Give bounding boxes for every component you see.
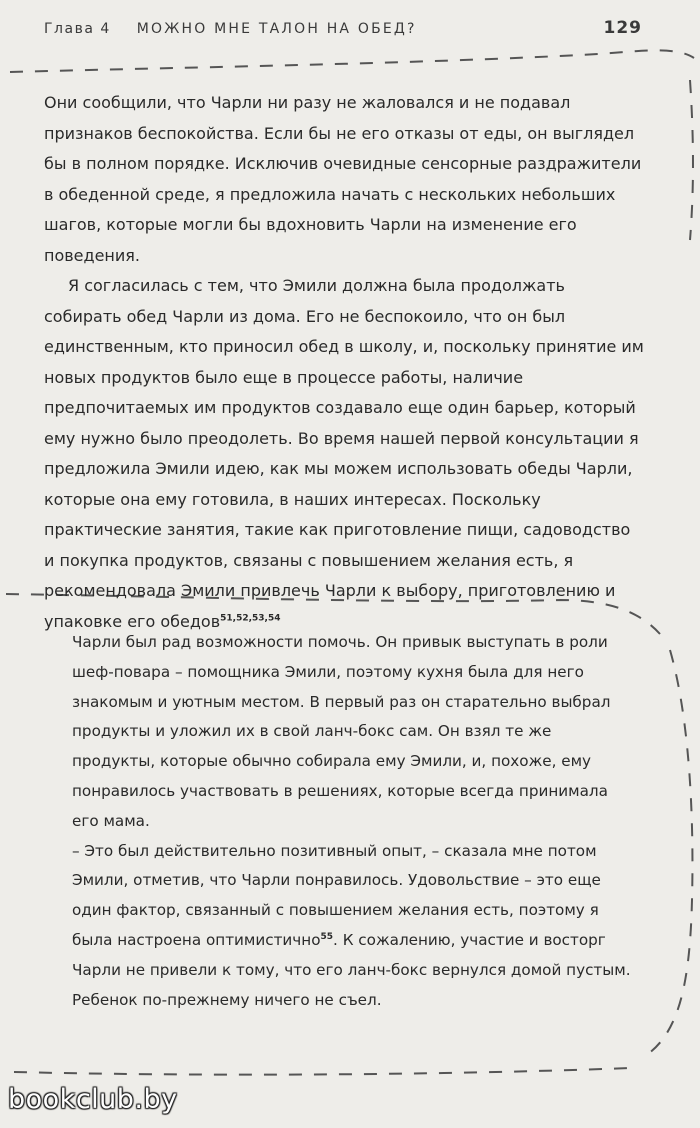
page-header: [44, 18, 642, 44]
right-edge-dashed-line: [690, 80, 693, 240]
box-paragraph-1: Чарли был рад возможности помочь. Он привык выступать в роли шеф-повара – помощника Эмили, поэтому кухня была для него знакомым и уютным местом. В первый раз он старательно выбрал продукты и уложил их в свой ланч-бокс сам. Он взял те же продукты, которые обычно собирала ему Эмили, и, похоже, ему понравилось участвовать в решениях, которые всегда принимала его мама.: [72, 633, 611, 830]
chapter-label: Глава 4: [44, 21, 111, 37]
box-paragraph-2-text: – Это был действительно позитивный опыт, – сказала мне потом Эмили, отметив, что Чарли понравилось. Удовольствие – это еще один фактор, связанный с повышением желания есть, поэтому я была настроена оптимистично: [72, 841, 601, 949]
box-bottom-dashed-line: [14, 1068, 630, 1075]
main-paragraph-2-text: Я согласилась с тем, что Эмили должна была продолжать собирать обед Чарли из дома. Его не беспокоило, что он был единственным, кто приносил обед в школу, и, поскольку принятие им новых продуктов было еще в процессе работы, наличие предпочитаемых им продуктов создавало еще один барьер, который ему нужно было преодолеть. Во время нашей первой консультации я предложила Эмили идею, как мы можем использовать обеды Чарли, которые она ему готовила, в наших интересах. Поскольку практические занятия, такие как приготовление пищи, садоводство и покупка продуктов, связаны с повышением желания есть, я рекомендовала Эмили привлечь Чарли к выбору, приготовлению и упаковке его обедов: [44, 276, 644, 631]
footnote-reference: 55: [320, 931, 334, 942]
page-number: 129: [603, 18, 642, 38]
main-paragraph-1: Они сообщили, что Чарли ни разу не жаловался и не подавал признаков беспокойства. Если бы не его отказы от еды, он выглядел бы в полном порядке. Исключив очевидные сенсорные раздражители в обеденной среде, я предложила начать с нескольких небольших шагов, которые могли бы вдохновить Чарли на изменение его поведения.: [44, 93, 642, 265]
main-text-body: [44, 88, 644, 637]
case-study-box: [72, 628, 632, 1015]
header-divider-dashed-line: [10, 50, 694, 72]
running-head: [44, 21, 417, 37]
footnote-reference: 51,52,53,54: [220, 613, 281, 624]
chapter-title: МОЖНО МНЕ ТАЛОН НА ОБЕД?: [136, 21, 417, 37]
main-paragraph-2: [44, 271, 644, 637]
watermark: bookclub.by: [8, 1084, 178, 1115]
box-paragraph-2: [72, 837, 632, 1016]
box-paragraph-2-tail: . К сожалению, участие и восторг Чарли не привели к тому, что его ланч-бокс вернулся домой пустым. Ребенок по-прежнему ничего не съел.: [72, 930, 631, 1009]
box-right-dashed-line: [648, 650, 692, 1054]
